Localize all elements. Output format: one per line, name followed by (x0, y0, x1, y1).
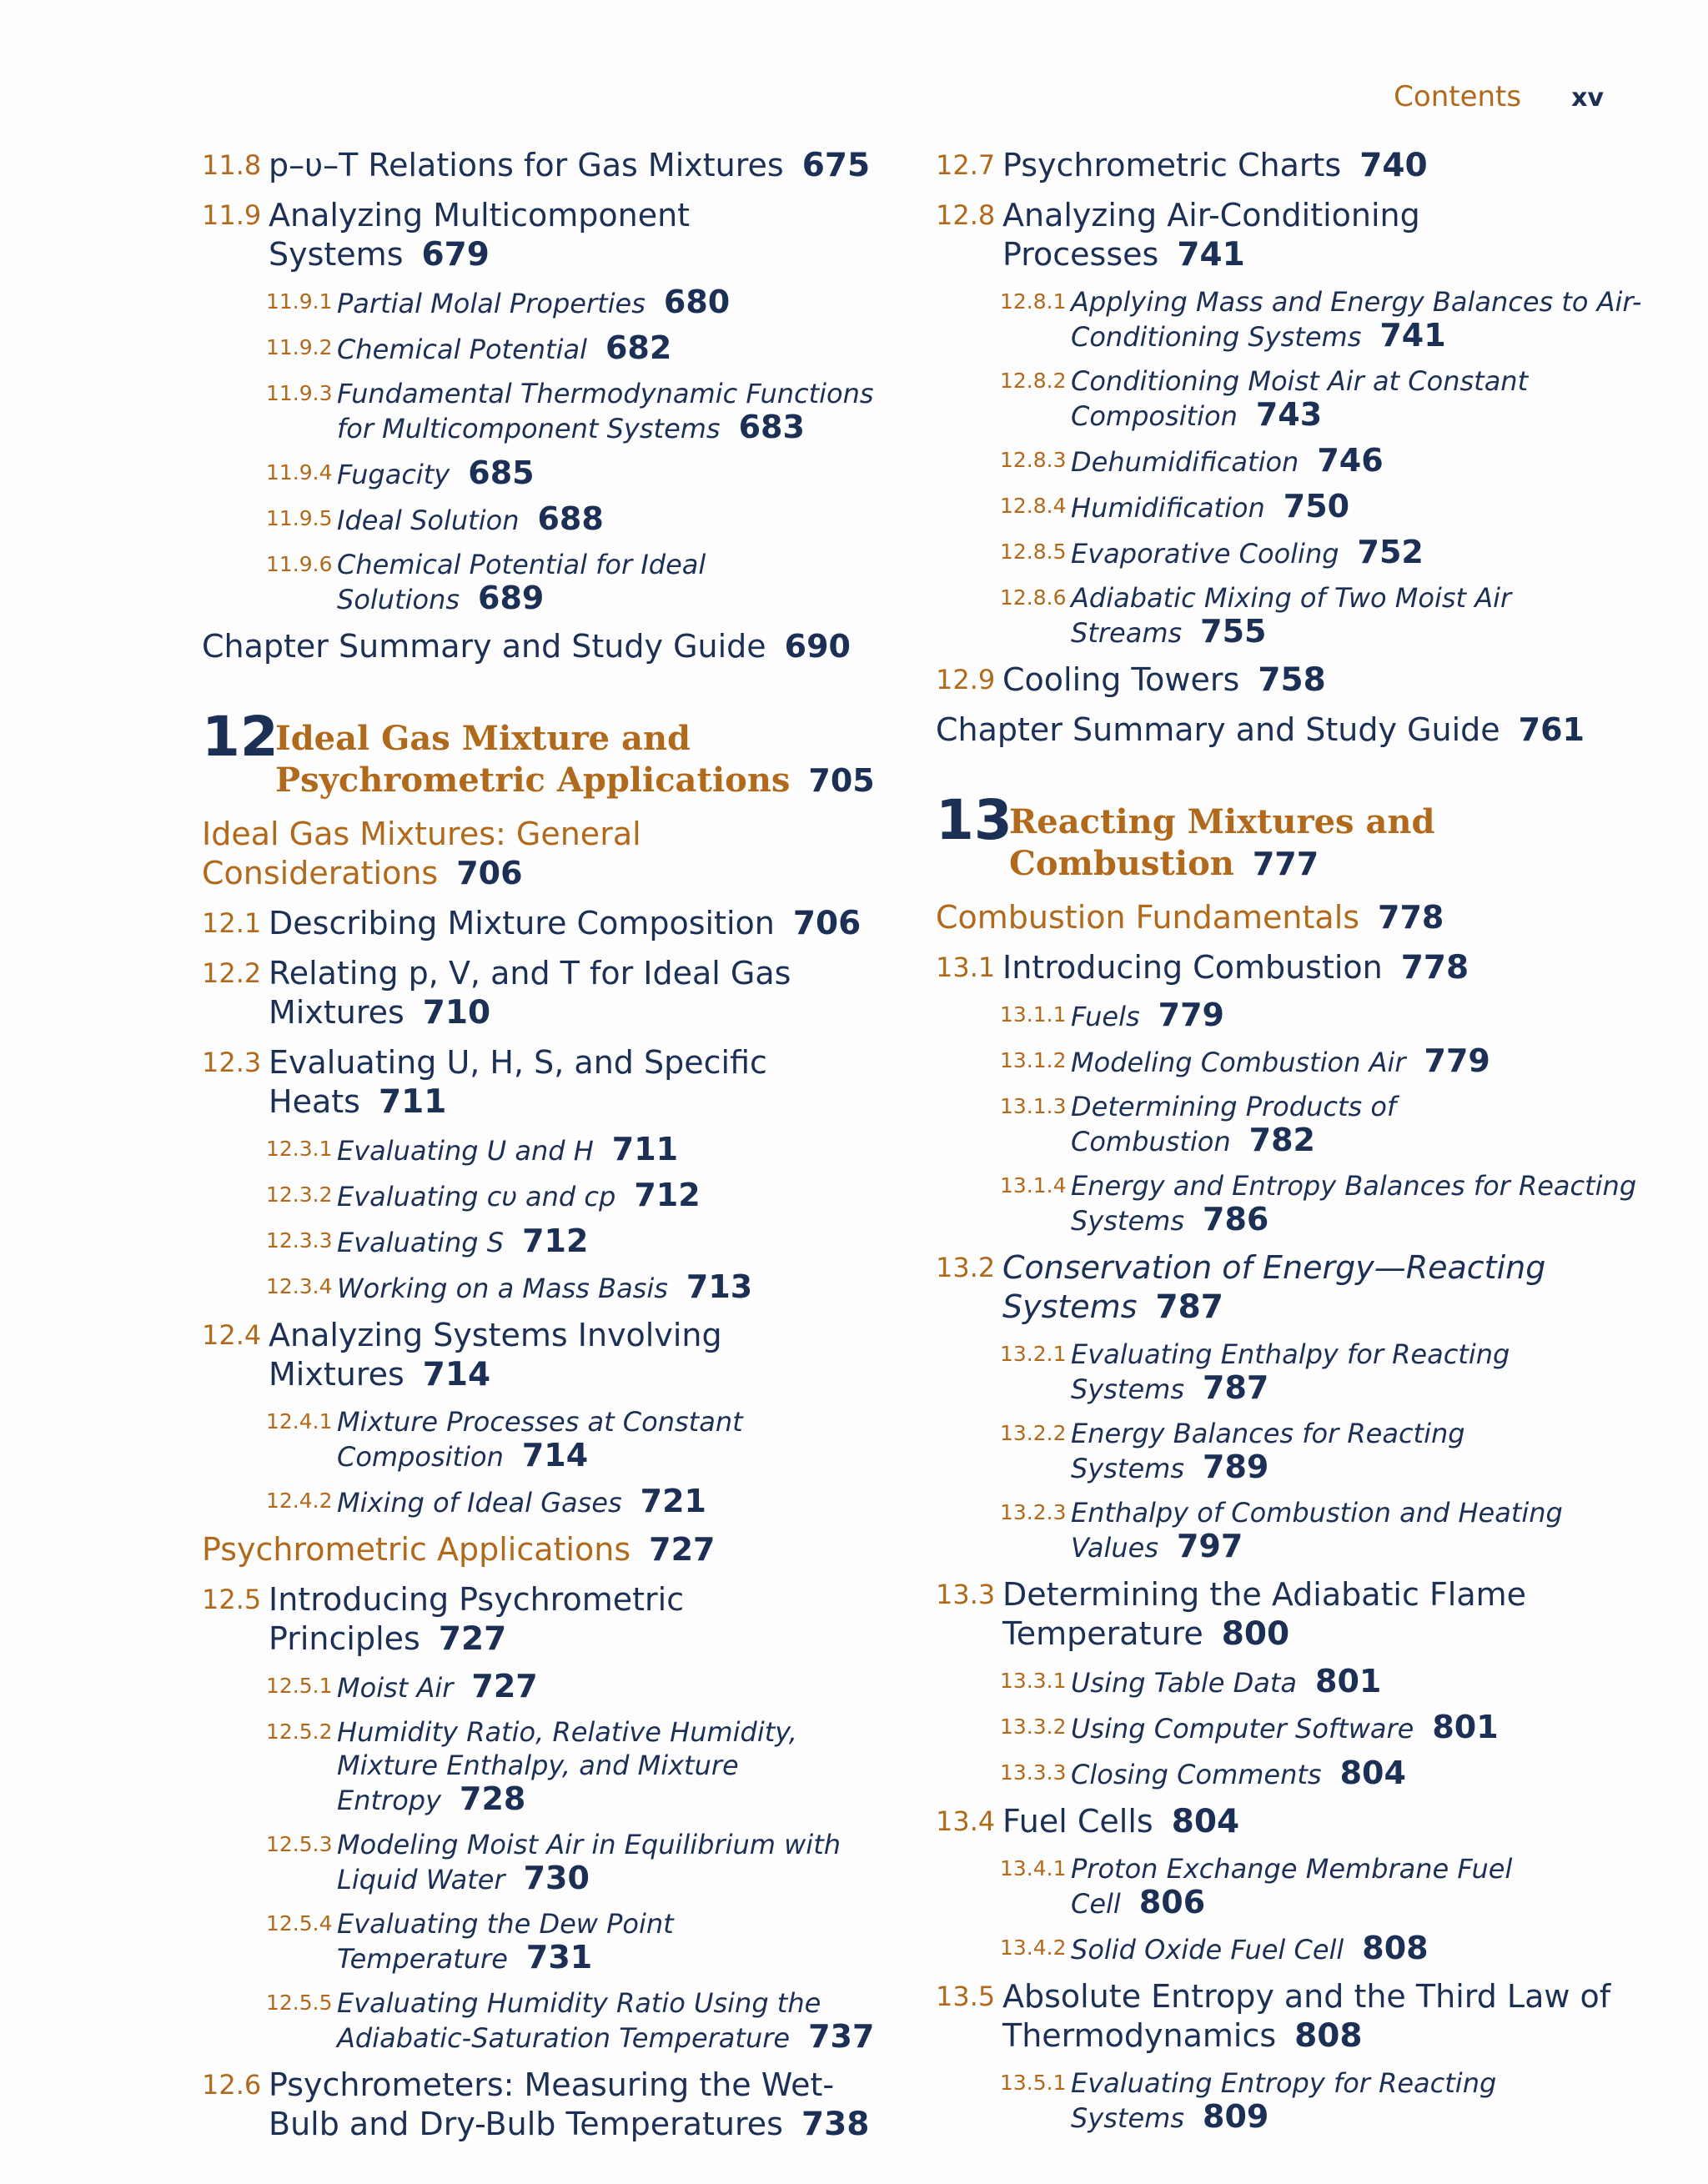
page-number: 675 (801, 147, 871, 184)
toc-subentry[interactable] (202, 1270, 894, 1305)
entry-title-text: Enthalpy of Combustion and Heating Values (1071, 1497, 1563, 1564)
entry-title (337, 377, 894, 445)
page-number: 778 (1378, 899, 1444, 936)
entry-title (337, 1484, 894, 1519)
entry-number: 12.3.1 (266, 1137, 333, 1161)
entry-number: 11.8 (202, 149, 262, 181)
entry-number: 12.2 (202, 957, 262, 989)
entry-title-text: Analyzing Air-Conditioning Processes (1002, 197, 1420, 273)
entry-title-text: Applying Mass and Energy Balances to Air-Conditioning Systems (1071, 286, 1642, 353)
toc-entry[interactable] (936, 1575, 1645, 1654)
entry-title-text: Fuel Cells (1002, 1803, 1153, 1840)
entry-title-text: Psychrometric Charts (1002, 147, 1342, 183)
running-head-label: Contents (1394, 80, 1522, 113)
entry-number: 12.4 (202, 1319, 262, 1351)
entry-number: 12.8.1 (1000, 289, 1067, 314)
entry-title-text: Determining the Adiabatic Flame Temperature (1002, 1576, 1527, 1652)
entry-title (1071, 1931, 1645, 1966)
toc-subentry[interactable] (202, 1484, 894, 1519)
entry-title-text: Moist Air (337, 1672, 454, 1704)
toc-subentry[interactable] (202, 1828, 894, 1896)
toc-subentry[interactable] (202, 456, 894, 491)
entry-title (337, 331, 894, 366)
toc-subentry[interactable] (202, 1405, 894, 1474)
entry-title (1071, 535, 1645, 570)
entry-number: 12.5 (202, 1584, 262, 1615)
page-number: 730 (523, 1860, 590, 1896)
entry-title (1071, 490, 1645, 525)
page-number: 740 (1359, 147, 1428, 184)
page-number: 712 (634, 1177, 701, 1213)
page-number: 797 (1176, 1528, 1243, 1564)
page-number: 688 (537, 500, 604, 537)
toc-entry[interactable] (202, 2066, 894, 2144)
toc-entry[interactable] (936, 1248, 1645, 1327)
page-number: 727 (471, 1668, 538, 1705)
entry-number: 11.9.4 (266, 460, 333, 484)
page-number: 714 (422, 1356, 491, 1393)
entry-number: 12.8.2 (1000, 369, 1067, 393)
entry-title-text: Proton Exchange Membrane Fuel Cell (1071, 1853, 1513, 1920)
page-number: 738 (801, 2106, 870, 2143)
entry-title: Chapter Summary and Study Guide (202, 628, 766, 665)
page-number: 778 (1400, 949, 1469, 987)
entry-number: 13.1 (936, 951, 996, 983)
page-number: 728 (460, 1780, 526, 1817)
entry-title-text: Analyzing Systems Involving Mixtures (269, 1317, 722, 1393)
toc-subentry[interactable] (936, 1417, 1645, 1485)
page-number: 714 (521, 1437, 589, 1474)
entry-title (1002, 1248, 1645, 1327)
toc-subentry[interactable] (202, 1669, 894, 1705)
entry-title (337, 1986, 894, 2055)
entry-title (337, 1669, 894, 1705)
entry-title-text: Introducing Combustion (1002, 949, 1383, 986)
toc-entry[interactable] (202, 196, 894, 274)
entry-title (1002, 1977, 1645, 2056)
page-number: 804 (1339, 1755, 1406, 1791)
entry-number: 12.3.3 (266, 1228, 333, 1253)
chapter-heading[interactable] (202, 705, 894, 801)
chapter-summary-entry[interactable] (202, 627, 894, 666)
toc-subentry[interactable] (936, 1496, 1645, 1564)
entry-number: 12.1 (202, 907, 262, 939)
entry-title-text: Fundamental Thermodynamic Functions for Multicomponent Systems (337, 378, 874, 444)
entry-title-text: Evaluating cυ and cp (337, 1181, 616, 1212)
toc-subentry[interactable] (936, 444, 1645, 479)
entry-title (337, 548, 894, 616)
toc-left-column (202, 146, 894, 2155)
page-number: 679 (421, 236, 490, 274)
entry-title-text: Cooling Towers (1002, 661, 1240, 698)
page-number: 761 (1518, 711, 1585, 748)
entry-title-text: Introducing Psychrometric Principles (269, 1581, 685, 1657)
entry-title-text: Analyzing Multicomponent Systems (269, 197, 691, 273)
page-number: 690 (784, 628, 851, 665)
entry-title-text: Fugacity (337, 459, 450, 490)
page-number: 801 (1432, 1709, 1499, 1745)
entry-title-text: Absolute Entropy and the Third Law of Thermodynamics (1002, 1978, 1611, 2054)
entry-number: 13.2 (936, 1252, 996, 1283)
entry-title (337, 1224, 894, 1259)
entry-number: 13.2.3 (1000, 1500, 1067, 1524)
entry-title (1071, 1852, 1645, 1920)
toc-subentry[interactable] (936, 1044, 1645, 1079)
toc-right-column (936, 146, 1645, 2146)
entry-title-text: Evaluating U and H (337, 1135, 594, 1167)
entry-title-text: Evaluating Entropy for Reacting Systems (1071, 2067, 1497, 2134)
entry-number: 11.9.6 (266, 552, 333, 576)
entry-number: 13.1.3 (1000, 1094, 1067, 1118)
page-number: 809 (1203, 2098, 1269, 2135)
entry-number: 12.7 (936, 149, 996, 181)
toc-subentry[interactable] (936, 998, 1645, 1033)
entry-title: Combustion Fundamentals (936, 899, 1360, 936)
entry-number: 13.2.1 (1000, 1342, 1067, 1366)
toc-subentry[interactable] (936, 1090, 1645, 1158)
entry-title-text: Evaluating S (337, 1227, 505, 1258)
toc-subentry[interactable] (936, 2066, 1645, 2135)
entry-title-text: Evaluating Enthalpy for Reacting Systems (1071, 1338, 1510, 1405)
entry-title-text: Dehumidification (1071, 446, 1299, 478)
toc-subentry[interactable] (202, 331, 894, 366)
toc-entry[interactable] (936, 1802, 1645, 1841)
entry-title (1071, 1338, 1645, 1406)
entry-title: Psychrometric Applications (202, 1531, 631, 1568)
entry-title (1071, 1756, 1645, 1791)
chapter-title (275, 710, 894, 801)
section-heading[interactable] (936, 898, 1645, 937)
page-number: 727 (649, 1531, 716, 1568)
page-number: 804 (1171, 1803, 1240, 1840)
toc-subentry[interactable] (936, 364, 1645, 433)
chapter-title-text: Ideal Gas Mixture and Psychrometric Applications (275, 719, 791, 800)
page-number: 787 (1155, 1288, 1223, 1326)
entry-number: 11.9.5 (266, 506, 333, 530)
toc-entry[interactable] (936, 1977, 1645, 2056)
entry-number: 12.6 (202, 2069, 262, 2101)
page-number: 779 (1424, 1042, 1490, 1079)
page-number: 710 (422, 994, 491, 1032)
section-heading[interactable] (202, 1530, 894, 1569)
entry-title (1002, 1802, 1645, 1841)
entry-title (337, 502, 894, 537)
entry-title (1071, 1090, 1645, 1158)
toc-subentry[interactable] (936, 535, 1645, 570)
chapter-title-text: Reacting Mixtures and Combustion (1009, 802, 1435, 883)
toc-subentry[interactable] (936, 1931, 1645, 1966)
page-number: 711 (378, 1083, 447, 1121)
page-number: 786 (1203, 1201, 1269, 1238)
entry-title-text: Solid Oxide Fuel Cell (1071, 1934, 1344, 1966)
toc-subentry[interactable] (202, 1132, 894, 1167)
page-number: 711 (611, 1131, 679, 1167)
page-number: 801 (1315, 1663, 1382, 1700)
entry-title (1071, 444, 1645, 479)
page-number: 685 (468, 454, 535, 491)
entry-title (1002, 1575, 1645, 1654)
toc-entry[interactable] (202, 146, 894, 185)
page-number: 800 (1221, 1615, 1290, 1653)
entry-title-text: Conditioning Moist Air at Constant Composition (1071, 365, 1529, 432)
page-number: 737 (808, 2018, 875, 2055)
page-number: 706 (456, 855, 523, 891)
chapter-title (1009, 793, 1645, 885)
toc-entry[interactable] (936, 196, 1645, 274)
entry-title (337, 1715, 894, 1817)
entry-title-text: Closing Comments (1071, 1759, 1322, 1790)
page-number: 808 (1362, 1930, 1429, 1966)
entry-title-text: Using Computer Software (1071, 1713, 1414, 1745)
toc-subentry[interactable] (936, 581, 1645, 650)
page-number: 758 (1258, 661, 1326, 699)
entry-title-text: Chemical Potential (337, 334, 587, 365)
entry-number: 13.1.2 (1000, 1048, 1067, 1072)
entry-title-text: Evaluating the Dew Point Temperature (337, 1908, 674, 1975)
entry-title-text: Evaluating Humidity Ratio Using the Adiabatic-Saturation Temperature (337, 1987, 821, 2054)
toc-subentry[interactable] (936, 1710, 1645, 1745)
page-number: 705 (808, 762, 875, 799)
page-number: 727 (438, 1620, 507, 1658)
entry-title (1071, 364, 1645, 433)
toc-subentry[interactable] (936, 1664, 1645, 1700)
entry-title-text: Humidification (1071, 492, 1265, 524)
toc-entry[interactable] (202, 904, 894, 943)
toc-entry[interactable] (936, 146, 1645, 185)
entry-title (269, 146, 894, 185)
page-number: 721 (640, 1483, 706, 1519)
entry-title-text: Describing Mixture Composition (269, 905, 775, 941)
entry-title (269, 2066, 894, 2144)
entry-title (269, 1580, 894, 1659)
entry-title (337, 1178, 894, 1213)
entry-title-text: Relating p, V, and T for Ideal Gas Mixtures (269, 955, 791, 1031)
toc-entry[interactable] (202, 1316, 894, 1394)
section-heading[interactable] (202, 815, 894, 893)
entry-number: 12.8 (936, 199, 996, 231)
entry-title-text: Energy Balances for Reacting Systems (1071, 1418, 1465, 1484)
entry-number: 11.9 (202, 199, 262, 231)
toc-subentry[interactable] (202, 1907, 894, 1976)
entry-title (1071, 1496, 1645, 1564)
entry-number: 13.5 (936, 1981, 996, 2012)
toc-entry[interactable] (202, 1580, 894, 1659)
page-number: 806 (1138, 1884, 1206, 1920)
page-header (1394, 80, 1604, 113)
entry-number: 12.3.2 (266, 1182, 333, 1207)
page-number: 746 (1317, 442, 1384, 479)
entry-number: 12.3.4 (266, 1274, 333, 1298)
entry-title-text: Mixing of Ideal Gases (337, 1487, 622, 1519)
entry-number: 13.4.2 (1000, 1935, 1067, 1960)
entry-title-text: Psychrometers: Measuring the Wet-Bulb and Dry-Bulb Temperatures (269, 2066, 835, 2142)
entry-number: 13.3 (936, 1579, 996, 1610)
entry-title-text: Ideal Solution (337, 505, 520, 536)
page-number: 683 (738, 409, 805, 445)
entry-number: 13.3.3 (1000, 1760, 1067, 1785)
entry-title (1071, 1417, 1645, 1485)
page-number: 808 (1294, 2017, 1363, 2055)
page-number: xv (1571, 83, 1604, 113)
entry-title-text: Working on a Mass Basis (337, 1273, 668, 1304)
toc-subentry[interactable] (936, 1756, 1645, 1791)
entry-number: 12.5.1 (266, 1674, 333, 1698)
entry-title (1071, 1169, 1645, 1238)
entry-number: 13.1.4 (1000, 1173, 1067, 1197)
entry-title (269, 954, 894, 1032)
entry-number: 12.4.2 (266, 1489, 333, 1513)
page-number: 779 (1158, 997, 1224, 1033)
toc-entry[interactable] (202, 1043, 894, 1122)
entry-title (1071, 2066, 1645, 2135)
entry-title (269, 904, 894, 943)
toc-subentry[interactable] (202, 377, 894, 445)
entry-title-text: Determining Products of Combustion (1071, 1091, 1397, 1157)
toc-subentry[interactable] (936, 490, 1645, 525)
entry-title (1002, 948, 1645, 987)
toc-entry[interactable] (936, 660, 1645, 700)
entry-number: 12.8.6 (1000, 585, 1067, 610)
entry-number: 11.9.2 (266, 335, 333, 359)
entry-title-text: Evaporative Cooling (1071, 538, 1339, 570)
entry-number: 13.5.1 (1000, 2071, 1067, 2095)
entry-number: 13.4 (936, 1805, 996, 1837)
chapter-number: 13 (936, 788, 1012, 852)
entry-title (337, 285, 894, 320)
toc-subentry[interactable] (202, 502, 894, 537)
toc-subentry[interactable] (936, 1338, 1645, 1406)
toc-subentry[interactable] (936, 285, 1645, 354)
entry-number: 12.4.1 (266, 1409, 333, 1433)
toc-subentry[interactable] (202, 1986, 894, 2055)
page-number: 752 (1357, 534, 1424, 570)
entry-number: 13.4.1 (1000, 1856, 1067, 1880)
entry-number: 12.5.5 (266, 1991, 333, 2015)
entry-title (1071, 998, 1645, 1033)
entry-title-text: Humidity Ratio, Relative Humidity, Mixture Enthalpy, and Mixture Entropy (337, 1716, 797, 1816)
entry-title (337, 1132, 894, 1167)
entry-title (269, 1043, 894, 1122)
entry-title-text: Fuels (1071, 1001, 1140, 1032)
page-number: 743 (1255, 396, 1323, 433)
toc-subentry[interactable] (202, 1715, 894, 1817)
page-number: 787 (1203, 1369, 1269, 1406)
entry-title-text: Partial Molal Properties (337, 288, 646, 319)
page-number: 706 (792, 905, 862, 942)
entry-title (1002, 196, 1645, 274)
page-number: 713 (686, 1268, 753, 1305)
toc-entry[interactable] (936, 948, 1645, 987)
entry-title-text: Evaluating U, H, S, and Specific Heats (269, 1044, 767, 1120)
entry-title (337, 456, 894, 491)
chapter-summary-entry[interactable] (936, 710, 1645, 750)
entry-number: 12.5.2 (266, 1720, 333, 1744)
entry-title (1071, 1710, 1645, 1745)
entry-title (1071, 1664, 1645, 1700)
entry-number: 13.3.2 (1000, 1715, 1067, 1739)
entry-number: 12.5.3 (266, 1832, 333, 1856)
toc-subentry[interactable] (936, 1169, 1645, 1238)
page-number: 755 (1200, 613, 1267, 650)
entry-number: 13.3.1 (1000, 1669, 1067, 1693)
page-number: 782 (1248, 1122, 1315, 1158)
entry-title-text: Mixture Processes at Constant Composition (337, 1406, 743, 1473)
page-number: 731 (525, 1939, 593, 1976)
entry-title-text: Energy and Entropy Balances for Reacting Systems (1071, 1170, 1637, 1237)
entry-number: 12.8.3 (1000, 448, 1067, 472)
entry-title-text: Adiabatic Mixing of Two Moist Air Streams (1071, 582, 1512, 649)
entry-title (1002, 146, 1645, 185)
toc-subentry[interactable] (202, 548, 894, 616)
entry-number: 12.9 (936, 664, 996, 695)
entry-title: Chapter Summary and Study Guide (936, 711, 1500, 748)
chapter-heading[interactable] (936, 788, 1645, 885)
entry-title: Ideal Gas Mixtures: General Considerations (202, 816, 641, 891)
entry-title (269, 196, 894, 274)
page-number: 741 (1177, 236, 1245, 274)
page-number: 789 (1203, 1448, 1269, 1485)
chapter-number: 12 (202, 705, 279, 769)
entry-title (337, 1907, 894, 1976)
entry-title-text: Conservation of Energy—Reacting Systems (1002, 1249, 1546, 1325)
entry-title (1071, 285, 1645, 354)
toc-subentry[interactable] (202, 1224, 894, 1259)
entry-title-text: p–υ–T Relations for Gas Mixtures (269, 147, 784, 183)
entry-title (1002, 660, 1645, 700)
page-number: 689 (478, 580, 545, 616)
page-number: 682 (605, 329, 672, 366)
entry-number: 13.1.1 (1000, 1002, 1067, 1027)
page-number: 680 (663, 284, 731, 320)
page-number: 712 (522, 1223, 589, 1259)
toc-subentry[interactable] (202, 285, 894, 320)
entry-title (1071, 581, 1645, 650)
toc-subentry[interactable] (936, 1852, 1645, 1920)
entry-title-text: Using Table Data (1071, 1667, 1298, 1699)
toc-entry[interactable] (202, 954, 894, 1032)
entry-title (1071, 1044, 1645, 1079)
entry-number: 12.8.5 (1000, 540, 1067, 564)
entry-number: 11.9.3 (266, 381, 333, 405)
entry-title (337, 1405, 894, 1474)
entry-title (337, 1828, 894, 1896)
entry-title (337, 1270, 894, 1305)
toc-subentry[interactable] (202, 1178, 894, 1213)
page-number: 750 (1283, 488, 1350, 525)
entry-title-text: Modeling Combustion Air (1071, 1047, 1406, 1078)
entry-title-text: Chemical Potential for Ideal Solutions (337, 549, 706, 615)
entry-number: 13.2.2 (1000, 1421, 1067, 1445)
entry-number: 12.3 (202, 1047, 262, 1078)
entry-number: 12.8.4 (1000, 494, 1067, 518)
page-number: 777 (1252, 846, 1319, 882)
entry-number: 11.9.1 (266, 289, 333, 314)
entry-title-text: Modeling Moist Air in Equilibrium with Liquid Water (337, 1829, 841, 1895)
entry-title (269, 1316, 894, 1394)
entry-number: 12.5.4 (266, 1911, 333, 1935)
page-number: 741 (1379, 317, 1446, 354)
